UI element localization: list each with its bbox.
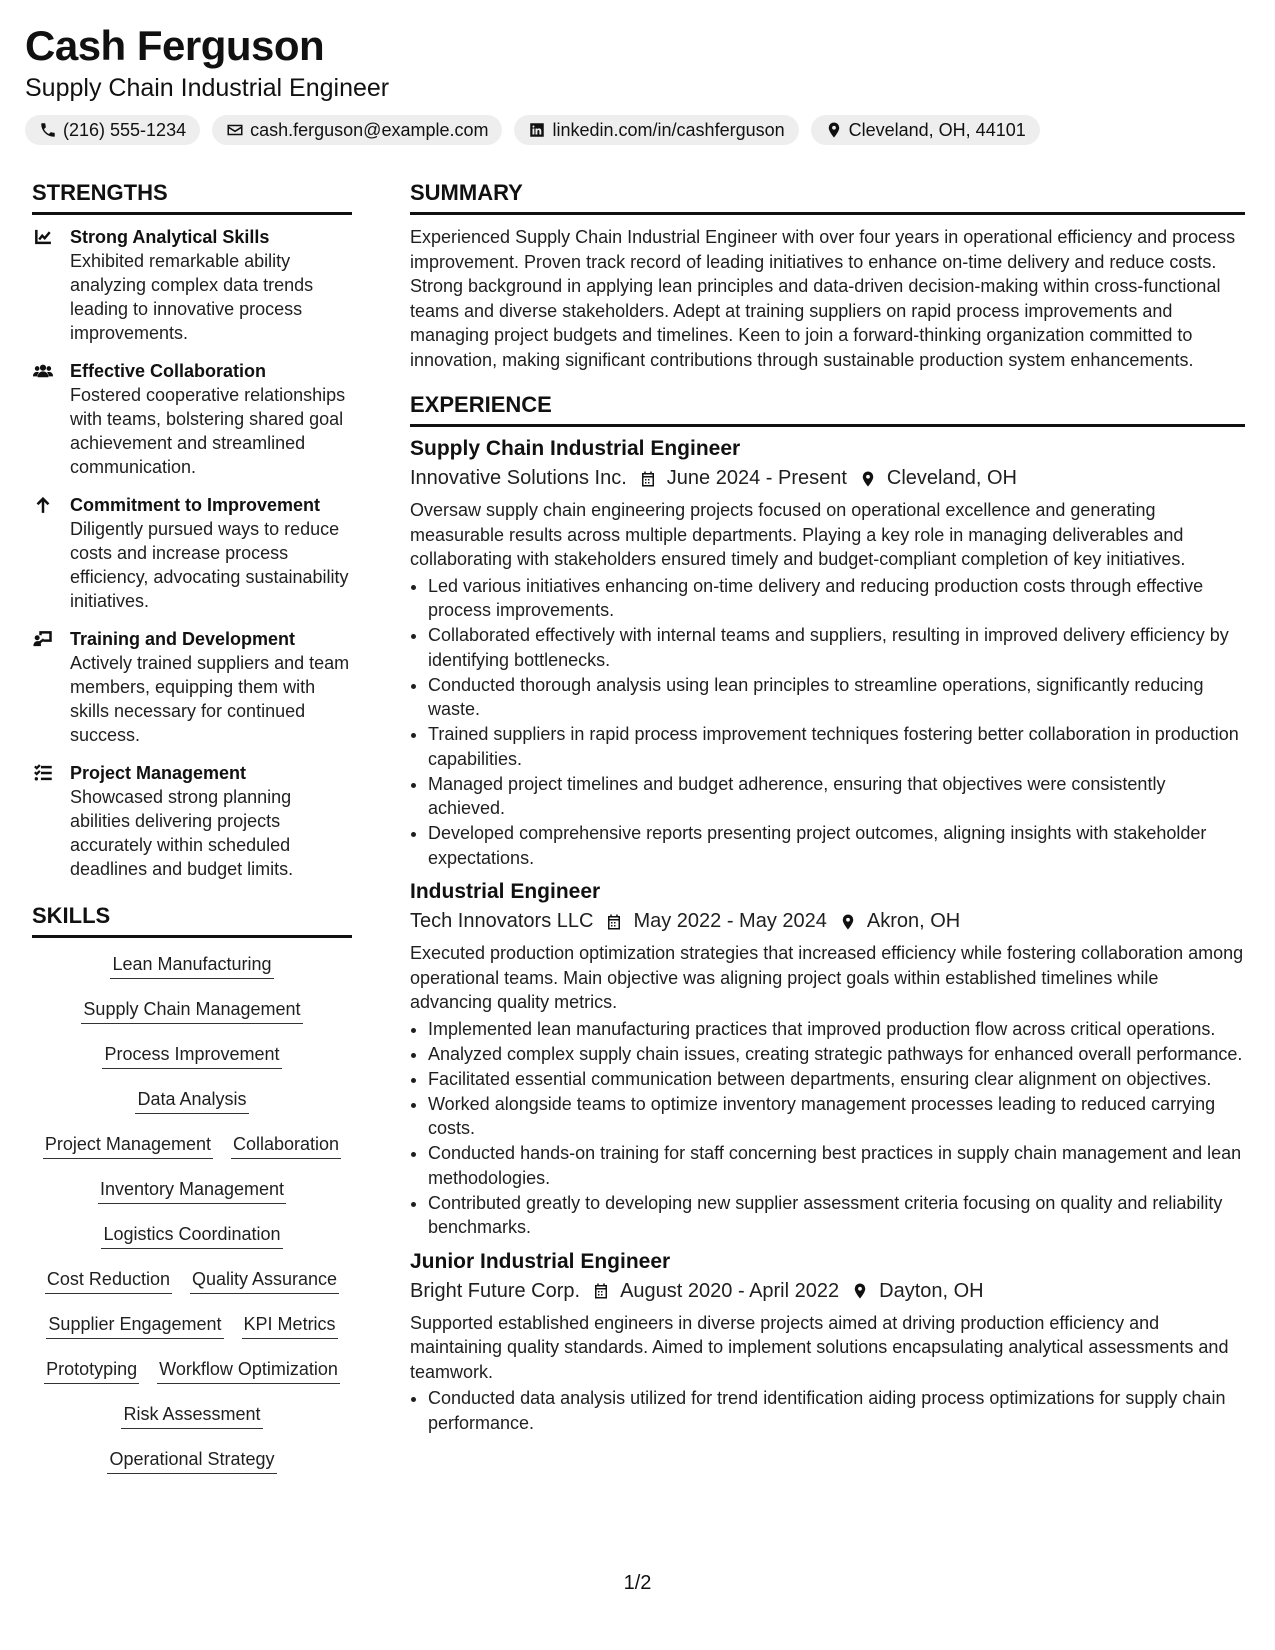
- job-bullet: • Worked alongside teams to optimize inventory management processes leading to reduced carrying costs.: [428, 1092, 1245, 1141]
- job-bullet: • Conducted data analysis utilized for trend identification aiding process optimizations for supply chain performance.: [428, 1386, 1245, 1435]
- skill-tag: Data Analysis: [135, 1087, 248, 1114]
- job-bullet: • Facilitated essential communication between departments, ensuring clear alignment on objectives.: [428, 1067, 1245, 1092]
- strength-item: [32, 225, 352, 345]
- job-bullet: • Led various initiatives enhancing on-time delivery and reducing production costs through effective process improvements.: [428, 574, 1245, 623]
- job-entry: [410, 437, 1245, 870]
- job-title: Industrial Engineer: [410, 880, 601, 903]
- job-bullet: • Trained suppliers in rapid process improvement techniques fostering better collaboration in production capabilities.: [428, 722, 1245, 771]
- chalkboard-teacher-icon: [32, 629, 54, 649]
- calendar-icon: [592, 1281, 610, 1301]
- job-meta: [410, 910, 1245, 933]
- job-bullet: • Contributed greatly to developing new supplier assessment criteria focusing on quality and reliability benchmarks.: [428, 1191, 1245, 1240]
- job-title: Supply Chain Industrial Engineer: [410, 437, 741, 460]
- job-entry: [410, 880, 1245, 1240]
- linkedin-pill[interactable]: [514, 115, 798, 145]
- job-bullet: • Analyzed complex supply chain issues, creating strategic pathways for enhanced overall performance.: [428, 1042, 1245, 1067]
- calendar-icon: [605, 912, 623, 932]
- location-pill[interactable]: [811, 115, 1040, 145]
- candidate-name: Cash Ferguson: [25, 22, 325, 69]
- skill-tag: Lean Manufacturing: [110, 952, 273, 979]
- job-company: Innovative Solutions Inc.: [410, 467, 627, 489]
- skill-tag: Collaboration: [231, 1132, 341, 1159]
- job-title: Junior Industrial Engineer: [410, 1249, 671, 1273]
- job-entry: [410, 1250, 1245, 1436]
- job-location: Akron, OH: [866, 910, 961, 932]
- linkedin-text: linkedin.com/in/cashferguson: [552, 119, 785, 140]
- summary-text: Experienced Supply Chain Industrial Engineer with over four years in operational efficiency and process improvement. Proven track record of leading initiatives to enhance on-time delivery and reduce costs. Strong background in applying lean principles and data-driven decision-making within cross-functional teams and diverse stakeholders. Adept at training suppliers on rapid process improvements and managing project budgets and timelines. Keen to join a forward-thinking organization committed to innovation, making significant contributions through sustainable production system enhancements.: [410, 227, 1236, 370]
- skills-heading: SKILLS: [32, 903, 352, 938]
- contact-bar: [25, 115, 1040, 145]
- job-description: Oversaw supply chain engineering projects focused on operational excellence and generating measurable results across multiple departments. Playing a key role in managing deliverables and collaborating with stakeholders ensured timely and budget-compliant completion of key initiatives.: [410, 500, 1186, 569]
- job-bullet: • Conducted thorough analysis using lean principles to streamline operations, significantly reducing waste.: [428, 673, 1245, 722]
- skill-tag: Prototyping: [44, 1357, 139, 1384]
- job-description: Supported established engineers in diverse projects aimed at driving production efficiency and maintaining quality standards. Aimed to implement solutions encapsulating analytical assessments and teamwork.: [410, 1312, 1229, 1382]
- email-pill[interactable]: [212, 115, 502, 145]
- job-dates: August 2020 - April 2022: [620, 1279, 840, 1302]
- map-pin-icon: [859, 469, 877, 489]
- phone-pill[interactable]: [25, 115, 200, 145]
- left-column: [32, 180, 352, 1492]
- job-meta: [410, 1280, 1245, 1303]
- job-company: Tech Innovators LLC: [410, 910, 594, 932]
- job-location: Cleveland, OH: [886, 467, 1017, 489]
- job-meta: [410, 467, 1245, 490]
- strength-title: Commitment to Improvement: [70, 495, 321, 515]
- map-pin-icon: [825, 121, 843, 139]
- skill-tag: Risk Assessment: [121, 1402, 262, 1429]
- map-pin-icon: [851, 1281, 869, 1301]
- job-location: Dayton, OH: [879, 1279, 984, 1302]
- strength-desc: Diligently pursued ways to reduce costs and increase process efficiency, advocating sustainability initiatives.: [70, 519, 349, 611]
- experience-heading: EXPERIENCE: [410, 392, 1245, 427]
- users-icon: [32, 361, 54, 381]
- strengths-heading: STRENGTHS: [32, 180, 352, 215]
- strength-title: Strong Analytical Skills: [70, 227, 270, 247]
- skills-list: [32, 952, 352, 1492]
- strength-item: [32, 359, 352, 479]
- calendar-icon: [639, 469, 657, 489]
- strength-title: Effective Collaboration: [70, 361, 267, 381]
- strength-desc: Fostered cooperative relationships with teams, bolstering shared goal achievement and streamlined communication.: [70, 385, 346, 477]
- email-text: cash.ferguson@example.com: [250, 119, 489, 140]
- strength-desc: Showcased strong planning abilities delivering projects accurately within scheduled deadlines and budget limits.: [70, 787, 294, 879]
- skill-tag: Process Improvement: [102, 1042, 281, 1069]
- skill-tag: Quality Assurance: [190, 1267, 339, 1294]
- skill-tag: Workflow Optimization: [157, 1357, 340, 1384]
- phone-icon: [39, 121, 57, 139]
- strength-desc: Actively trained suppliers and team members, equipping them with skills necessary for continued success.: [70, 653, 350, 745]
- strength-item: [32, 761, 352, 881]
- page-number: 1/2: [623, 1572, 652, 1594]
- job-bullet: • Developed comprehensive reports presenting project outcomes, aligning insights with stakeholder expectations.: [428, 821, 1245, 870]
- summary-heading: SUMMARY: [410, 180, 1245, 215]
- job-bullets: [410, 574, 1245, 871]
- skill-tag: Logistics Coordination: [101, 1222, 282, 1249]
- arrow-up-icon: [32, 495, 54, 515]
- location-text: Cleveland, OH, 44101: [848, 119, 1026, 140]
- phone-text: (216) 555-1234: [63, 119, 187, 140]
- job-bullet: • Conducted hands-on training for staff concerning best practices in supply chain management and lean methodologies.: [428, 1141, 1245, 1190]
- job-dates: June 2024 - Present: [666, 467, 847, 489]
- job-description: Executed production optimization strategies that increased efficiency while fostering collaboration among operational teams. Main objective was aligning project goals within established timelines while advancing quality metrics.: [410, 943, 1244, 1012]
- strength-desc: Exhibited remarkable ability analyzing complex data trends leading to innovative process improvements.: [70, 251, 314, 343]
- job-company: Bright Future Corp.: [410, 1279, 581, 1302]
- job-bullets: [410, 1017, 1245, 1240]
- skill-tag: Supply Chain Management: [81, 997, 302, 1024]
- skill-tag: Project Management: [43, 1132, 213, 1159]
- envelope-icon: [226, 121, 244, 139]
- job-bullet: • Collaborated effectively with internal teams and suppliers, resulting in improved delivery efficiency by identifying bottlenecks.: [428, 623, 1245, 672]
- chart-line-icon: [32, 227, 54, 247]
- strength-item: [32, 627, 352, 747]
- job-bullet: • Managed project timelines and budget adherence, ensuring that objectives were consistently achieved.: [428, 772, 1245, 821]
- skill-tag: Cost Reduction: [45, 1267, 172, 1294]
- list-check-icon: [32, 763, 54, 783]
- job-bullets: [410, 1386, 1245, 1435]
- linkedin-icon: [528, 121, 546, 139]
- skill-tag: Inventory Management: [98, 1177, 286, 1204]
- candidate-title: Supply Chain Industrial Engineer: [25, 74, 390, 102]
- job-bullet: • Implemented lean manufacturing practices that improved production flow across critical operations.: [428, 1017, 1245, 1042]
- skill-tag: KPI Metrics: [242, 1312, 338, 1339]
- strength-title: Project Management: [70, 763, 247, 783]
- job-dates: May 2022 - May 2024: [633, 910, 827, 932]
- skill-tag: Operational Strategy: [107, 1447, 276, 1474]
- right-column: [410, 180, 1245, 1436]
- map-pin-icon: [839, 912, 857, 932]
- strength-item: [32, 493, 352, 613]
- strength-title: Training and Development: [70, 629, 296, 649]
- skill-tag: Supplier Engagement: [46, 1312, 223, 1339]
